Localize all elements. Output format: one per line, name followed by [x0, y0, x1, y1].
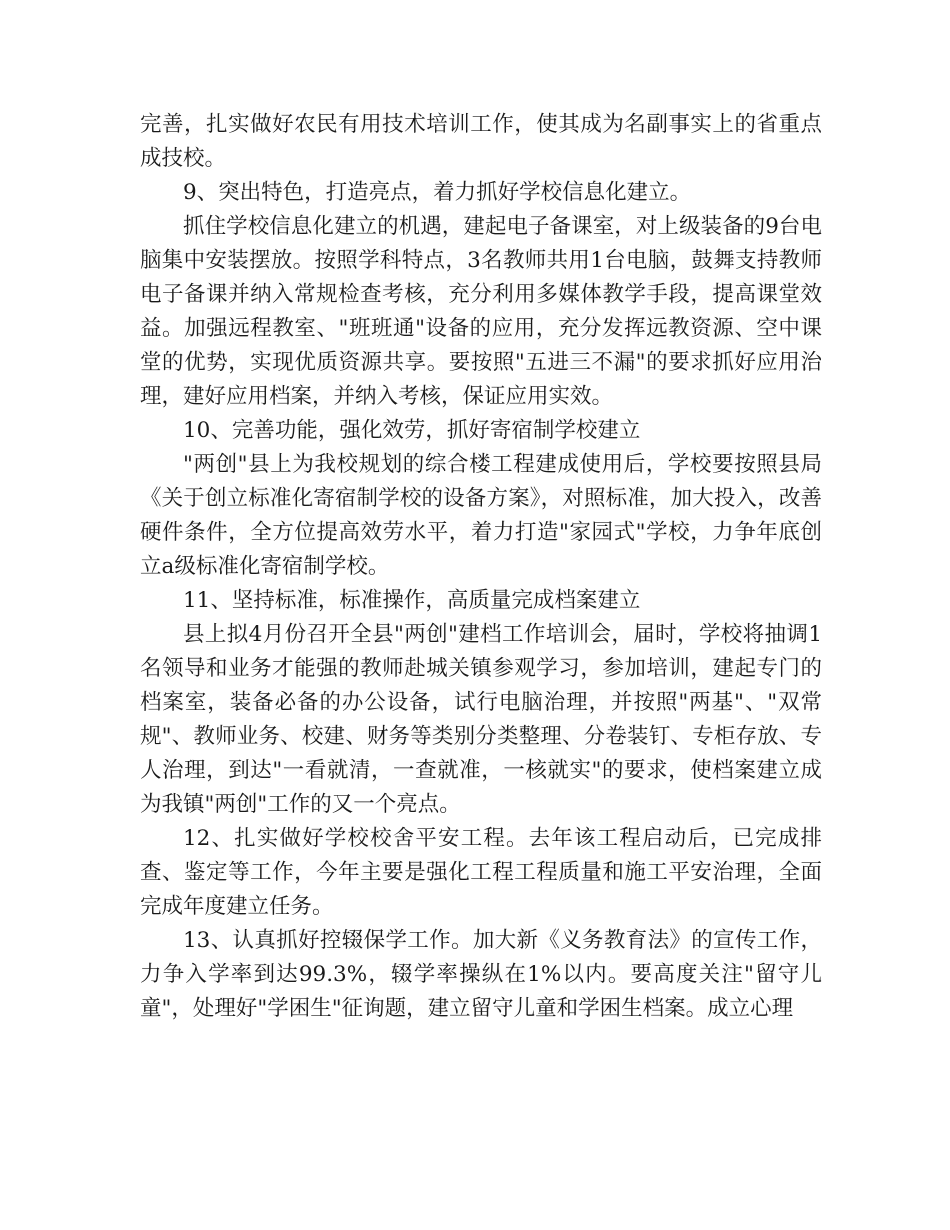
- paragraph-boarding-school: "两创"县上为我校规划的综合楼工程建成使用后，学校要按照县局《关于创立标准化寄宿制学校的设备方案》，对照标准，加大投入，改善硬件条件，全方位提高效劳水平，着力打造"家园式"学校，力争年底创立a级标准化寄宿制学校。: [140, 452, 822, 579]
- heading-item-10: 10、完善功能，强化效劳，抓好寄宿制学校建立: [183, 418, 641, 443]
- paragraph-informatization: 抓住学校信息化建立的机遇，建起电子备课室，对上级装备的9台电脑集中安装摆放。按照学科特点，3名教师共用1台电脑，鼓舞支持教师电子备课并纳入常规检查考核，充分利用多媒体教学手段，提高课堂效益。加强远程教室、"班班通"设备的应用，充分发挥远教资源、空中课堂的优势，实现优质资源共享。要按照"五进三不漏"的要求抓好应用治理，建好应用档案，并纳入考核，保证应用实效。: [140, 214, 822, 409]
- paragraph-item-13: 13、认真抓好控辍保学工作。加大新《义务教育法》的宣传工作，力争入学率到达99.3%，辍学率操纵在1%以内。要高度关注"留守儿童"，处理好"学困生"征询题，建立留守儿童和学困生档案。成立心理: [140, 928, 822, 1021]
- heading-item-11: 11、坚持标准，标准操作，高质量完成档案建立: [183, 588, 641, 613]
- paragraph-archives: 县上拟4月份召开全县"两创"建档工作培训会，届时，学校将抽调1名领导和业务才能强的教师赴城关镇参观学习，参加培训，建起专门的档案室，装备必备的办公设备，试行电脑治理，并按照"两基"、"双常规"、教师业务、校建、财务等类别分类整理、分卷装钉、专柜存放、专人治理，到达"一看就清，一查就准，一核就实"的要求，使档案建立成为我镇"两创"工作的又一个亮点。: [140, 622, 822, 817]
- paragraph-item-12: 12、扎实做好学校校舍平安工程。去年该工程启动后，已完成排查、鉴定等工作，今年主要是强化工程工程质量和施工平安治理，全面完成年度建立任务。: [140, 826, 822, 919]
- heading-item-9: 9、突出特色，打造亮点，着力抓好学校信息化建立。: [183, 180, 692, 205]
- document-body: [140, 108, 822, 1026]
- paragraph-continuation: 完善，扎实做好农民有用技术培训工作，使其成为名副事实上的省重点成技校。: [140, 112, 822, 171]
